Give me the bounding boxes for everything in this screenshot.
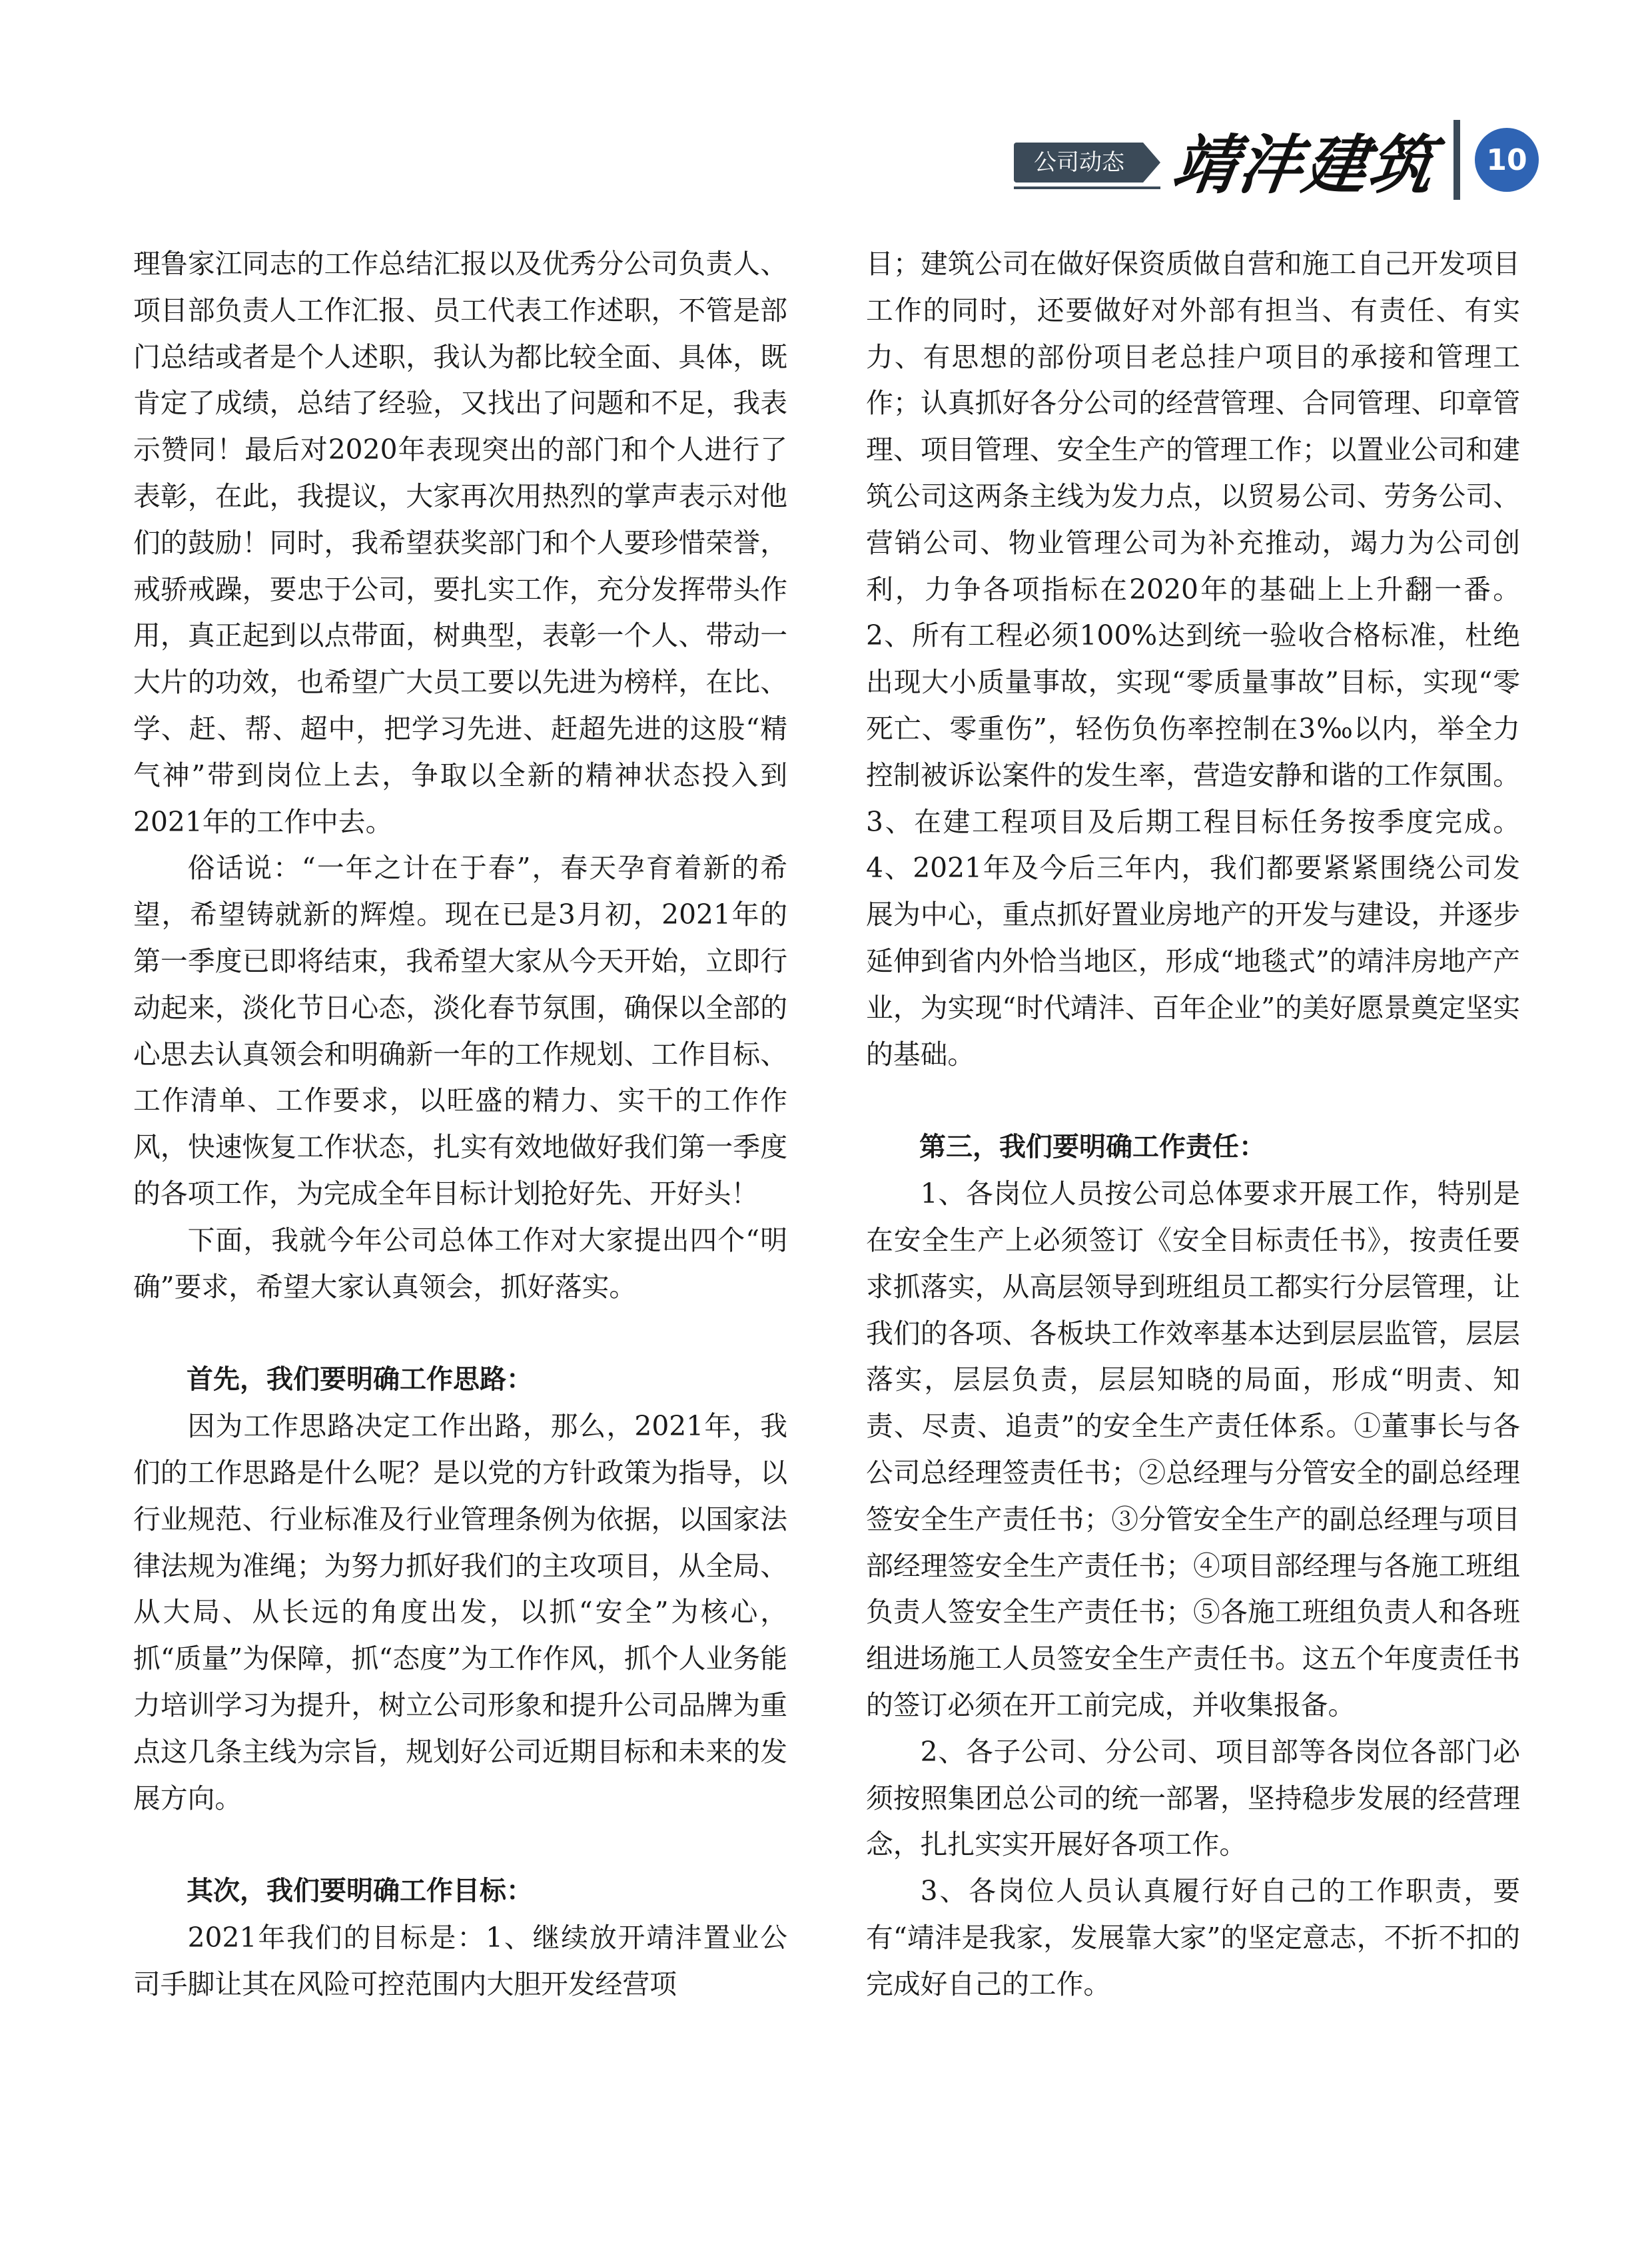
paragraph: 俗话说：“一年之计在于春”，春天孕育着新的希望，希望铸就新的辉煌。现在已是3月初，2021年的第一季度已即将结束，我希望大家从今天开始，立即行动起来，淡化节日心态，淡化春节氛围，确保以全部的心思去认真领会和明确新一年的工作规划、工作目标、工作清单、工作要求，以旺盛的精力、实干的工作作风，快速恢复工作状态，扎实有效地做好我们第一季度的各项工作，为完成全年目标计划抢好先、开好头！	[133, 852, 787, 1210]
section-heading: 其次，我们要明确工作目标：	[187, 1876, 533, 1907]
section-heading: 第三，我们要明确工作责任：	[919, 1132, 1266, 1163]
brand-title: 靖沣建筑	[1168, 127, 1440, 202]
left-column	[133, 241, 787, 2008]
page-header	[1014, 120, 1539, 200]
paragraph: 3、各岗位人员认真履行好自己的工作职责，要有“靖沣是我家，发展靠大家”的坚定意志，不折不扣的完成好自己的工作。	[866, 1875, 1520, 2000]
paragraph: 目；建筑公司在做好保资质做自营和施工自己开发项目工作的同时，还要做好对外部有担当、有责任、有实力、有思想的部份项目老总挂户项目的承接和管理工作；认真抓好各分公司的经营管理、合同管理、印章管理、项目管理、安全生产的管理工作；以置业公司和建筑公司这两条主线为发力点，以贸易公司、劳务公司、营销公司、物业管理公司为补充推动，竭力为公司创利，力争各项指标在2020年的基础上上升翻一番。2、所有工程必须100%达到统一验收合格标准，杜绝出现大小质量事故，实现“零质量事故”目标，实现“零死亡、零重伤”，轻伤负伤率控制在3‰以内，举全力控制被诉讼案件的发生率，营造安静和谐的工作氛围。3、在建工程项目及后期工程目标任务按季度完成。4、2021年及今后三年内，我们都要紧紧围绕公司发展为中心，重点抓好置业房地产的开发与建设，并逐步延伸到省内外恰当地区，形成“地毯式”的靖沣房地产产业，为实现“时代靖沣、百年企业”的美好愿景奠定坚实的基础。	[866, 248, 1520, 1070]
page-number-badge: 10	[1475, 128, 1539, 192]
section-heading: 首先，我们要明确工作思路：	[187, 1364, 533, 1395]
header-divider	[1453, 120, 1460, 200]
paragraph: 下面，我就今年公司总体工作对大家提出四个“明确”要求，希望大家认真领会，抓好落实。	[133, 1224, 787, 1303]
paragraph: 2、各子公司、分公司、项目部等各岗位各部门必须按照集团总公司的统一部署，坚持稳步发展的经营理念，扎扎实实开展好各项工作。	[866, 1735, 1520, 1861]
paragraph: 理鲁家江同志的工作总结汇报以及优秀分公司负责人、项目部负责人工作汇报、员工代表工作述职，不管是部门总结或者是个人述职，我认为都比较全面、具体，既肯定了成绩，总结了经验，又找出了问题和不足，我表示赞同！最后对2020年表现突出的部门和个人进行了表彰，在此，我提议，大家再次用热烈的掌声表示对他们的鼓励！同时，我希望获奖部门和个人要珍惜荣誉，戒骄戒躁，要忠于公司，要扎实工作，充分发挥带头作用，真正起到以点带面，树典型，表彰一个人、带动一大片的功效，也希望广大员工要以先进为榜样，在比、学、赶、帮、超中，把学习先进、赶超先进的这股“精气神”带到岗位上去，争取以全新的精神状态投入到2021年的工作中去。	[133, 248, 787, 838]
paragraph: 因为工作思路决定工作出路，那么，2021年，我们的工作思路是什么呢？是以党的方针政策为指导，以行业规范、行业标准及行业管理条例为依据，以国家法律法规为准绳；为努力抓好我们的主攻项目，从全局、从大局、从长远的角度出发，以抓“安全”为核心，抓“质量”为保障，抓“态度”为工作作风，抓个人业务能力培训学习为提升，树立公司形象和提升公司品牌为重点这几条主线为宗旨，规划好公司近期目标和未来的发展方向。	[133, 1410, 787, 1814]
paragraph: 1、各岗位人员按公司总体要求开展工作，特别是在安全生产上必须签订《安全目标责任书》，按责任要求抓落实，从高层领导到班组员工都实行分层管理，让我们的各项、各板块工作效率基本达到层层监管，层层落实，层层负责，层层知晓的局面，形成“明责、知责、尽责、追责”的安全生产责任体系。①董事长与各公司总经理签责任书；②总经理与分管安全的副总经理签安全生产责任书；③分管安全生产的副总经理与项目部经理签安全生产责任书；④项目部经理与各施工班组负责人签安全生产责任书；⑤各施工班组负责人和各班组进场施工人员签安全生产责任书。这五个年度责任书的签订必须在开工前完成，并收集报备。	[866, 1178, 1520, 1721]
paragraph: 2021年我们的目标是：1、继续放开靖沣置业公司手脚让其在风险可控范围内大胆开发经营项	[133, 1922, 787, 2000]
section-tag: 公司动态	[1014, 143, 1143, 183]
right-column	[866, 241, 1520, 2008]
